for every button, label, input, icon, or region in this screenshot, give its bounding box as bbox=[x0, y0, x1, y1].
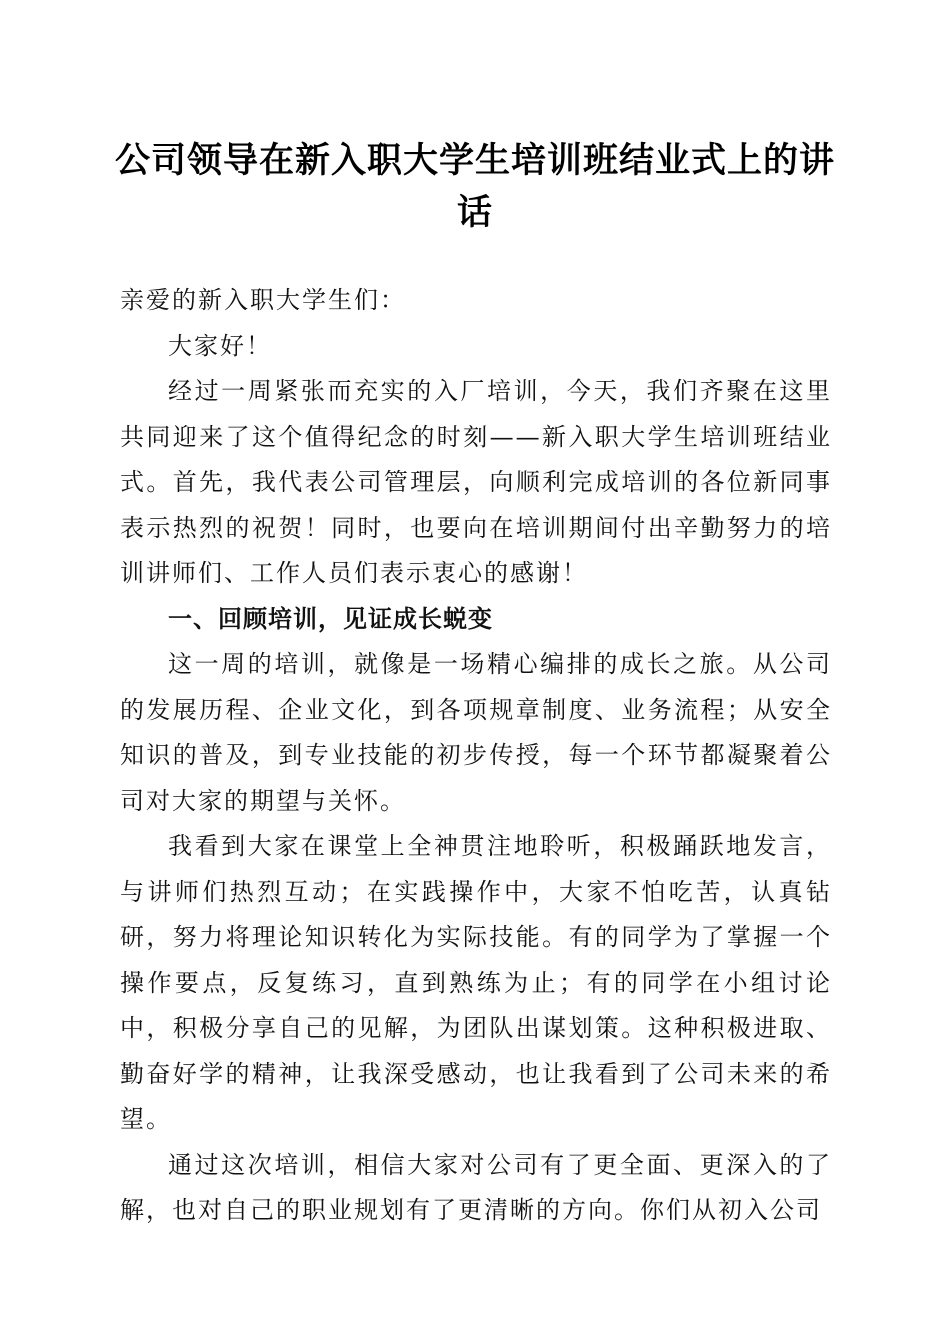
section1-paragraph-1: 这一周的培训，就像是一场精心编排的成长之旅。从公司的发展历程、企业文化，到各项规章制度、业务流程；从安全知识的普及，到专业技能的初步传授，每一个环节都凝聚着公司对大家的期望与关怀。 bbox=[120, 650, 832, 815]
title-line-2: 话 bbox=[456, 192, 493, 233]
title-line-1: 公司领导在新入职大学生培训班结业式上的讲 bbox=[114, 140, 835, 181]
greeting: 大家好！ bbox=[168, 331, 272, 360]
document-body bbox=[120, 278, 832, 1234]
section1-paragraph-3: 通过这次培训，相信大家对公司有了更全面、更深入的了解，也对自己的职业规划有了更清晰的方向。你们从初入公司 bbox=[120, 1150, 832, 1224]
section1-paragraph-2: 我看到大家在课堂上全神贯注地聆听，积极踊跃地发言，与讲师们热烈互动；在实践操作中，大家不怕吃苦，认真钻研，努力将理论知识转化为实际技能。有的同学为了掌握一个操作要点，反复练习，直到熟练为止；有的同学在小组讨论中，积极分享自己的见解，为团队出谋划策。这种积极进取、勤奋好学的精神，让我深受感动，也让我看到了公司未来的希望。 bbox=[120, 832, 832, 1133]
section-heading-1: 一、回顾培训，见证成长蜕变 bbox=[168, 604, 493, 633]
salutation: 亲爱的新入职大学生们： bbox=[120, 286, 406, 314]
document-title bbox=[110, 135, 840, 239]
opening-paragraph: 经过一周紧张而充实的入厂培训，今天，我们齐聚在这里共同迎来了这个值得纪念的时刻——新入职大学生培训班结业式。首先，我代表公司管理层，向顺利完成培训的各位新同事表示热烈的祝贺！同时，也要向在培训期间付出辛勤努力的培训讲师们、工作人员们表示衷心的感谢！ bbox=[120, 377, 832, 587]
